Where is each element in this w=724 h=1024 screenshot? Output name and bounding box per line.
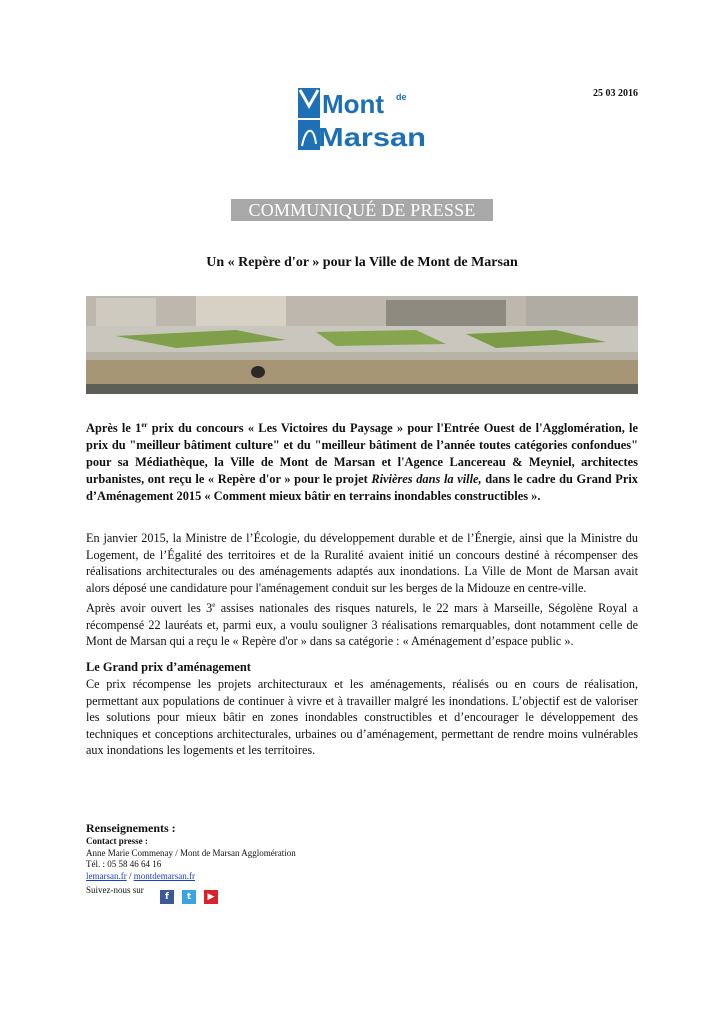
info-title: Renseignements : [86,821,176,835]
document-date: 25 03 2016 [593,88,638,99]
paragraph-grand-prix: Ce prix récompense les projets architecturaux et les aménagements, réalisés ou en cours de réalisation, permettant aux populations de continuer à vivre et à travailler malgré les inondations. L’objectif est de valoriser les solutions pour mieux bâtir en zones inondables constructibles et d’encourager le développement des techniques et conceptions architecturales, urbaines ou d’aménagement, permettant de rendre moins vulnérables aux inondations les logements et les territoires. [86,677,638,757]
youtube-icon[interactable]: ▶ [204,890,218,904]
riverbank-photo [86,296,638,394]
link-montdemarsan[interactable]: montdemarsan.fr [133,870,195,881]
mont-de-marsan-logo [298,86,428,150]
headline: Un « Repère d'or » pour la Ville de Mont de Marsan [206,255,518,270]
contact-label: Contact presse : [86,836,148,846]
logo-text-de: de [396,92,407,102]
press-release-banner: COMMUNIQUÉ DE PRESSE [231,199,493,221]
project-name: Rivières dans la ville, [371,472,482,486]
follow-us-label: Suivez-nous sur [86,885,144,895]
paragraph-award: Après avoir ouvert les 3e assises nationales des risques naturels, le 22 mars à Marseille, Ségolène Royal a récompensé 22 lauréats et, parmi eux, a voulu souligner 3 réalisations remarquables, dont notamment celle de Mont de Marsan qui a reçu le « Repère d'or » dans sa catégorie : « Aménagement d’espace public ». [86,600,638,648]
contact-block: Contact presse : Anne Marie Commenay / Mont de Marsan Agglomération Tél. : 05 58 46 64 16 lemarsan.fr / montdemarsan.fr [86,836,296,881]
logo-text-mont: Mont [322,89,385,119]
intro-paragraph: Après le 1er prix du concours « Les Victoires du Paysage » pour l'Entrée Ouest de l'Agglomération, le prix du "meilleur bâtiment culture" et du "meilleur bâtiment de l’année toutes catégories confondues" pour sa Médiathèque, la Ville de Mont de Marsan et l'Agence Lancereau & Meyniel, architectes urbanistes, ont reçu le « Repère d'or » pour le projet Rivières dans la ville, dans le cadre du Grand Prix d’Aménagement 2015 « Comment mieux bâtir en terrains inondables constructibles ». [86,420,638,503]
link-lemarsan[interactable]: lemarsan.fr [86,870,127,881]
contact-name: Anne Marie Commenay / Mont de Marsan Agglomération [86,847,296,858]
logo-text-marsan: Marsan [318,122,426,150]
section-title: Le Grand prix d’aménagement [86,660,251,674]
contact-phone: Tél. : 05 58 46 64 16 [86,859,162,869]
facebook-icon[interactable]: f [160,890,174,904]
paragraph-competition: En janvier 2015, la Ministre de l’Écologie, du développement durable et de l’Énergie, ainsi que la Ministre du Logement, de l’Égalité des territoires et de la Ruralité avaient initié un concours destiné à récompenser des réalisations architecturales ou des aménagements adaptés aux inondations. La Ville de Mont de Marsan avait alors déposé une candidature pour l'aménagement conduit sur les berges de la Midouze en centre-ville. [86,531,638,595]
twitter-icon[interactable]: t [182,890,196,904]
